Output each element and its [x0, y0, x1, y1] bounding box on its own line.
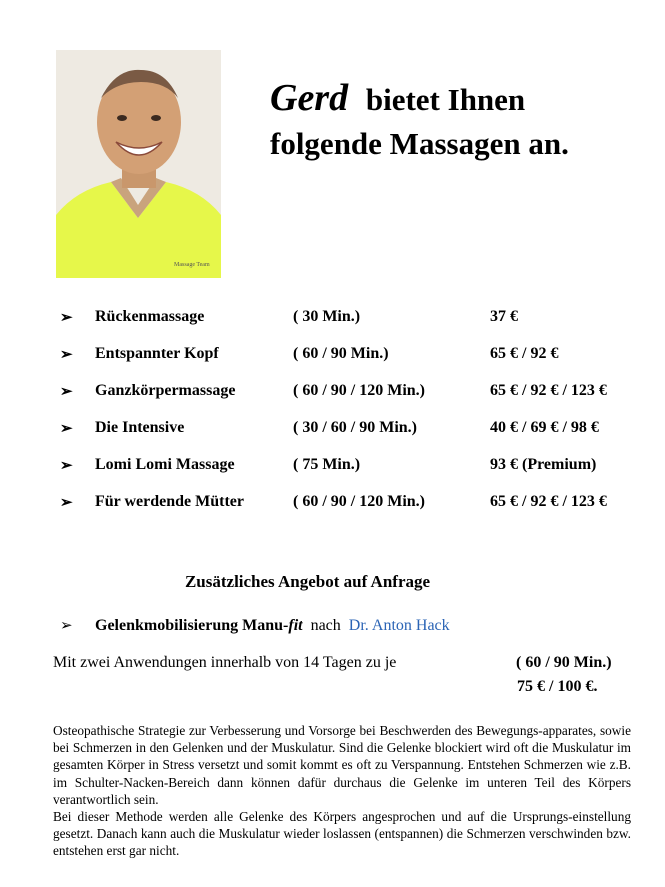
list-item — [60, 378, 640, 415]
service-price: 65 € / 92 € / 123 € — [490, 382, 607, 399]
service-duration: ( 30 Min.) — [293, 308, 361, 325]
description-paragraph-1: Osteopathische Strategie zur Verbesserung und Vorsorge bei Beschwerden des Bewegungs-apparates, sowie bei Schmerzen in den Gelenken und der Muskulatur. Sind die Gelenke blockiert wird oft die Muskulatur im gesamten Körper in Stress versetzt und somit kommt es oft zu Verspannung. Entstehen Schmerzen wie z.B. im Schulter-Nacken-Bereich dann können dafür durchaus die Gelenke im unteren Teil des Körpers verantwortlich sein. — [53, 723, 631, 807]
therapist-portrait-illustration — [56, 50, 221, 278]
service-price: 40 € / 69 € / 98 € — [490, 419, 599, 436]
service-price: 65 € / 92 € / 123 € — [490, 493, 607, 510]
therapist-name: Gerd — [270, 77, 349, 119]
service-duration: ( 30 / 60 / 90 Min.) — [293, 419, 417, 436]
arrow-bullet-icon: ➢ — [60, 495, 73, 511]
service-name: Rückenmassage — [95, 308, 205, 325]
extra-offer-title: Zusätzliches Angebot auf Anfrage — [184, 572, 431, 591]
arrow-bullet-icon: ➢ — [60, 347, 73, 363]
gelenk-offer — [60, 616, 450, 635]
anton-hack-link[interactable]: Dr. Anton Hack — [348, 617, 450, 634]
list-item — [60, 415, 640, 452]
gelenk-fit: fit — [288, 617, 303, 634]
page-heading — [270, 78, 569, 166]
service-name: Lomi Lomi Massage — [95, 456, 235, 473]
anwendungen-duration: ( 60 / 90 Min.) — [516, 654, 612, 671]
gelenk-nach: nach — [310, 617, 341, 634]
service-duration: ( 75 Min.) — [293, 456, 361, 473]
services-list — [60, 304, 640, 526]
service-name: Die Intensive — [95, 419, 185, 436]
arrow-bullet-icon: ➢ — [60, 458, 73, 474]
description-paragraph-2: Bei dieser Methode werden alle Gelenke des Körpers angesprochen und auf die Ursprungs-einstellung gesetzt. Danach kann auch die Muskulatur wieder loslassen (entspannen) die Schmerzen verschwinden bzw. entstehen erst gar nicht. — [53, 809, 631, 859]
anwendungen-price: 75 € / 100 €. — [517, 678, 598, 695]
svg-text:Massage Team: Massage Team — [174, 262, 210, 268]
heading-line1: bietet Ihnen — [365, 82, 526, 117]
list-item — [60, 341, 640, 378]
therapist-photo — [56, 50, 221, 278]
service-duration: ( 60 / 90 / 120 Min.) — [293, 382, 425, 399]
service-name: Ganzkörpermassage — [95, 382, 236, 399]
arrow-bullet-icon: ➢ — [60, 310, 73, 326]
list-item — [60, 452, 640, 489]
service-price: 65 € / 92 € — [490, 345, 559, 362]
list-item — [60, 489, 640, 526]
anwendungen-text: Mit zwei Anwendungen innerhalb von 14 Tagen zu je — [53, 654, 397, 671]
heading-line2: folgende Massagen an. — [270, 126, 569, 161]
service-price: 93 € (Premium) — [490, 456, 597, 473]
service-duration: ( 60 / 90 Min.) — [293, 345, 389, 362]
service-name: Für werdende Mütter — [95, 493, 244, 510]
gelenk-label: Gelenkmobilisierung Manu- — [95, 617, 289, 634]
service-name: Entspannter Kopf — [95, 345, 219, 362]
list-item — [60, 304, 640, 341]
service-duration: ( 60 / 90 / 120 Min.) — [293, 493, 425, 510]
method-description — [53, 722, 631, 860]
arrow-bullet-icon: ➢ — [60, 421, 73, 437]
arrow-bullet-icon: ➢ — [60, 618, 73, 634]
arrow-bullet-icon: ➢ — [60, 384, 73, 400]
service-price: 37 € — [490, 308, 518, 325]
